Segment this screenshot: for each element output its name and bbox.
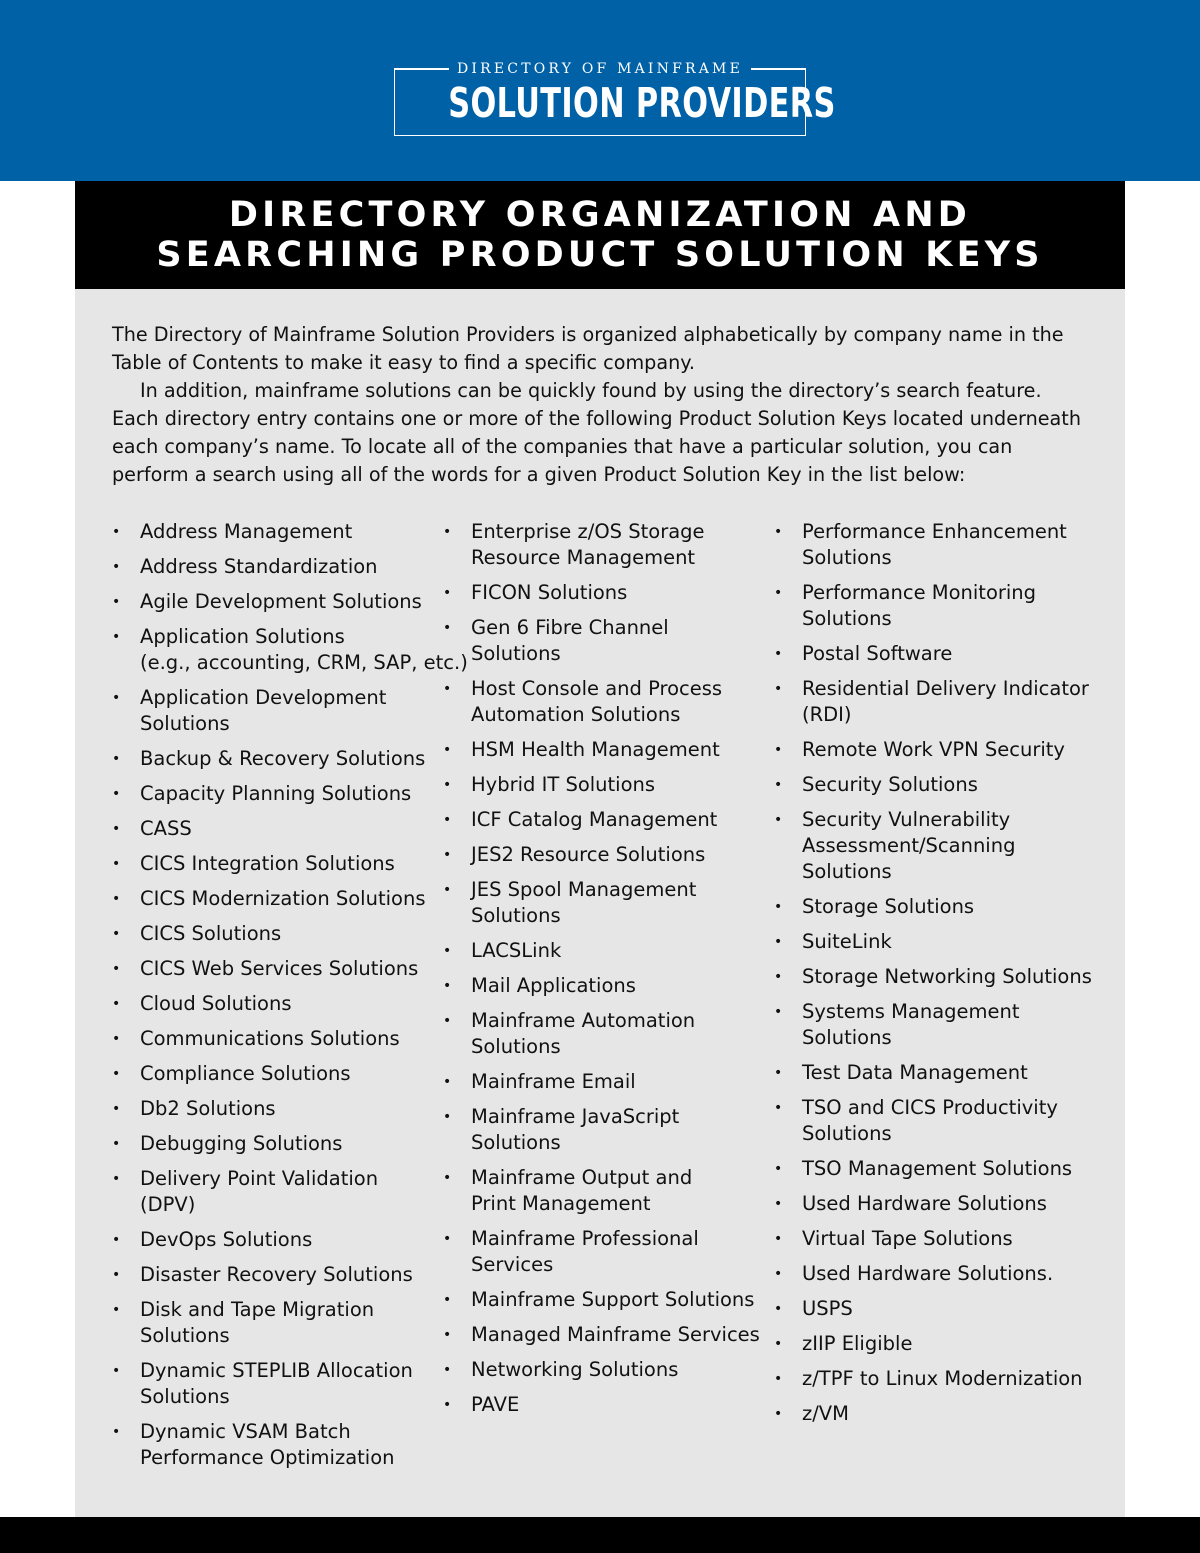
solution-key-item	[112, 886, 442, 912]
solution-key-text: Solutions	[140, 712, 230, 735]
solution-key-text: Mainframe Support Solutions	[471, 1288, 755, 1311]
bullet-marker: •	[774, 1406, 783, 1422]
bullet-marker: •	[112, 559, 121, 575]
solution-key-text: Mainframe Professional	[471, 1227, 699, 1250]
bullet-marker: •	[443, 978, 452, 994]
solution-keys-column-2	[443, 519, 773, 1427]
solution-key-item	[443, 1165, 773, 1217]
solution-key-item	[774, 1366, 1104, 1392]
logo-title: SOLUTION PROVIDERS	[448, 79, 836, 127]
bullet-marker: •	[112, 961, 121, 977]
bullet-marker: •	[112, 594, 121, 610]
logo-rule-right	[751, 68, 806, 70]
bullet-marker: •	[774, 1004, 783, 1020]
solution-key-item	[443, 1287, 773, 1313]
solution-key-item	[774, 999, 1104, 1051]
logo-subtitle: DIRECTORY OF MAINFRAME	[456, 61, 744, 77]
solution-key-text: z/TPF to Linux Modernization	[802, 1367, 1083, 1390]
solution-key-text: FICON Solutions	[471, 581, 628, 604]
content-panel	[75, 181, 1125, 1517]
solution-key-item	[112, 851, 442, 877]
bullet-marker: •	[112, 690, 121, 706]
solution-key-item	[112, 554, 442, 580]
bullet-marker: •	[112, 629, 121, 645]
solution-key-item	[112, 589, 442, 615]
solution-key-text: Debugging Solutions	[140, 1132, 343, 1155]
page-title-line-2: SEARCHING PRODUCT SOLUTION KEYS	[156, 235, 1044, 275]
solution-key-item	[112, 1419, 442, 1471]
logo-rule-left	[394, 68, 449, 70]
bullet-marker: •	[112, 1136, 121, 1152]
solution-key-text: Host Console and Process	[471, 677, 723, 700]
solution-key-item	[443, 842, 773, 868]
solution-key-item	[774, 676, 1104, 728]
bullet-marker: •	[112, 1232, 121, 1248]
solution-key-text: Remote Work VPN Security	[802, 738, 1065, 761]
solution-key-item	[774, 807, 1104, 885]
bullet-marker: •	[112, 926, 121, 942]
solution-key-text: Security Solutions	[802, 773, 978, 796]
solution-key-text: Print Management	[471, 1192, 651, 1215]
solution-key-text: Solutions	[802, 1026, 892, 1049]
solution-key-text: Storage Networking Solutions	[802, 965, 1092, 988]
solution-key-item	[774, 1156, 1104, 1182]
solution-key-text: Automation Solutions	[471, 703, 681, 726]
solution-key-item	[443, 877, 773, 929]
solution-key-text: Security Vulnerability	[802, 808, 1011, 831]
bullet-marker: •	[774, 1371, 783, 1387]
solution-key-item	[443, 1392, 773, 1418]
bullet-marker: •	[112, 1302, 121, 1318]
solution-key-text: CICS Solutions	[140, 922, 282, 945]
bullet-marker: •	[774, 812, 783, 828]
bullet-marker: •	[774, 1065, 783, 1081]
solution-key-item	[774, 1401, 1104, 1427]
solution-key-text: PAVE	[471, 1393, 520, 1416]
bullet-marker: •	[443, 847, 452, 863]
bullet-marker: •	[443, 1231, 452, 1247]
footer-band	[0, 1517, 1200, 1553]
solution-key-text: Dynamic VSAM Batch	[140, 1420, 351, 1443]
solution-key-text: TSO Management Solutions	[802, 1157, 1073, 1180]
solution-key-item	[443, 1008, 773, 1060]
bullet-marker: •	[112, 1363, 121, 1379]
bullet-marker: •	[112, 856, 121, 872]
solution-key-text: Performance Monitoring	[802, 581, 1037, 604]
solution-key-text: Gen 6 Fibre Channel	[471, 616, 669, 639]
solution-key-item	[112, 1262, 442, 1288]
solution-key-text: Hybrid IT Solutions	[471, 773, 656, 796]
solution-key-text: Solutions	[471, 1035, 561, 1058]
solution-key-text: LACSLink	[471, 939, 562, 962]
solution-key-text: Solutions	[802, 607, 892, 630]
solution-key-text: Solutions	[471, 904, 561, 927]
solution-key-item	[774, 1226, 1104, 1252]
solution-key-text: Db2 Solutions	[140, 1097, 276, 1120]
solution-key-text: Compliance Solutions	[140, 1062, 351, 1085]
bullet-marker: •	[443, 1013, 452, 1029]
bullet-marker: •	[112, 996, 121, 1012]
solution-key-text: Agile Development Solutions	[140, 590, 422, 613]
solution-key-item	[774, 772, 1104, 798]
solution-key-item	[774, 641, 1104, 667]
solution-key-text: Performance Enhancement	[802, 520, 1067, 543]
solution-key-text: Delivery Point Validation	[140, 1167, 379, 1190]
solution-keys-column-3	[774, 519, 1104, 1436]
bullet-marker: •	[774, 777, 783, 793]
bullet-marker: •	[774, 969, 783, 985]
solution-key-text: Used Hardware Solutions.	[802, 1262, 1054, 1285]
solution-key-item	[112, 1131, 442, 1157]
solution-key-text: Residential Delivery Indicator	[802, 677, 1089, 700]
solution-key-item	[443, 580, 773, 606]
solution-key-text: zIIP Eligible	[802, 1332, 913, 1355]
solution-key-item	[774, 1191, 1104, 1217]
bullet-marker: •	[112, 1267, 121, 1283]
solution-key-item	[112, 1297, 442, 1349]
bullet-marker: •	[443, 882, 452, 898]
solution-key-text: SuiteLink	[802, 930, 892, 953]
solution-key-item	[443, 615, 773, 667]
solution-key-text: Storage Solutions	[802, 895, 975, 918]
solution-keys-column-1	[112, 519, 468, 1480]
solution-key-text: Services	[471, 1253, 554, 1276]
solution-key-text: Communications Solutions	[140, 1027, 400, 1050]
bullet-marker: •	[443, 742, 452, 758]
solution-key-text: Mainframe Email	[471, 1070, 636, 1093]
bullet-marker: •	[443, 1362, 452, 1378]
solution-key-item	[112, 781, 442, 807]
bullet-marker: •	[443, 777, 452, 793]
intro-text	[112, 321, 1092, 489]
solution-key-text: Postal Software	[802, 642, 953, 665]
solution-key-text: Enterprise z/OS Storage	[471, 520, 705, 543]
bullet-marker: •	[112, 1101, 121, 1117]
solution-key-item	[774, 964, 1104, 990]
bullet-marker: •	[112, 751, 121, 767]
bullet-marker: •	[774, 934, 783, 950]
bullet-marker: •	[112, 786, 121, 802]
solution-key-item	[112, 1358, 442, 1410]
solution-key-item	[774, 580, 1104, 632]
solution-key-item	[443, 676, 773, 728]
logo-top-rule	[394, 61, 806, 77]
solution-key-text: Address Standardization	[140, 555, 378, 578]
bullet-marker: •	[112, 821, 121, 837]
bullet-marker: •	[112, 1031, 121, 1047]
solution-key-item	[774, 519, 1104, 571]
page-title-bar	[75, 181, 1125, 289]
bullet-marker: •	[443, 1170, 452, 1186]
solution-key-text: Test Data Management	[802, 1061, 1028, 1084]
bullet-marker: •	[112, 1424, 121, 1440]
solution-key-text: (e.g., accounting, CRM, SAP, etc.)	[140, 651, 468, 674]
solution-key-text: Assessment/Scanning	[802, 834, 1016, 857]
solution-key-text: Solutions	[140, 1385, 230, 1408]
solution-key-text: JES Spool Management	[471, 878, 697, 901]
solution-key-item	[112, 1227, 442, 1253]
bullet-marker: •	[443, 812, 452, 828]
solution-key-text: Disaster Recovery Solutions	[140, 1263, 413, 1286]
solution-key-text: Cloud Solutions	[140, 992, 292, 1015]
directory-logo	[394, 61, 836, 136]
solution-key-item	[774, 1060, 1104, 1086]
solution-key-text: TSO and CICS Productivity	[802, 1096, 1058, 1119]
bullet-marker: •	[443, 524, 452, 540]
bullet-marker: •	[774, 1196, 783, 1212]
solution-key-text: (DPV)	[140, 1193, 196, 1216]
solution-key-item	[443, 973, 773, 999]
solution-key-item	[443, 737, 773, 763]
bullet-marker: •	[774, 1231, 783, 1247]
solution-key-item	[112, 921, 442, 947]
solution-key-text: Capacity Planning Solutions	[140, 782, 412, 805]
solution-key-text: Solutions	[802, 546, 892, 569]
solution-key-item	[443, 772, 773, 798]
solution-key-item	[774, 894, 1104, 920]
solution-key-text: Mainframe Output and	[471, 1166, 693, 1189]
solution-key-text: Mainframe Automation	[471, 1009, 696, 1032]
bullet-marker: •	[443, 1292, 452, 1308]
solution-key-item	[443, 807, 773, 833]
solution-key-item	[112, 1026, 442, 1052]
header-band	[0, 0, 1200, 181]
bullet-marker: •	[774, 1161, 783, 1177]
solution-key-item	[443, 1069, 773, 1095]
bullet-marker: •	[443, 1397, 452, 1413]
solution-key-text: CICS Integration Solutions	[140, 852, 395, 875]
solution-key-text: CASS	[140, 817, 192, 840]
solution-key-text: (RDI)	[802, 703, 852, 726]
solution-key-item	[443, 1226, 773, 1278]
solution-key-text: Solutions	[140, 1324, 230, 1347]
solution-key-text: DevOps Solutions	[140, 1228, 313, 1251]
solution-key-item	[774, 929, 1104, 955]
solution-key-text: Backup & Recovery Solutions	[140, 747, 426, 770]
bullet-marker: •	[443, 1327, 452, 1343]
solution-key-text: Resource Management	[471, 546, 696, 569]
solution-key-text: Networking Solutions	[471, 1358, 679, 1381]
solution-key-text: Virtual Tape Solutions	[802, 1227, 1013, 1250]
solution-key-item	[112, 1096, 442, 1122]
solution-key-item	[443, 1357, 773, 1383]
bullet-marker: •	[774, 646, 783, 662]
solution-key-item	[112, 685, 442, 737]
bullet-marker: •	[112, 524, 121, 540]
solution-key-text: JES2 Resource Solutions	[471, 843, 706, 866]
solution-key-text: ICF Catalog Management	[471, 808, 718, 831]
bullet-marker: •	[443, 943, 452, 959]
solution-key-item	[112, 519, 442, 545]
solution-key-text: CICS Web Services Solutions	[140, 957, 419, 980]
solution-key-text: Application Development	[140, 686, 387, 709]
bullet-marker: •	[774, 742, 783, 758]
bullet-marker: •	[774, 899, 783, 915]
solution-key-item	[774, 1095, 1104, 1147]
solution-key-text: Solutions	[471, 1131, 561, 1154]
bullet-marker: •	[112, 1066, 121, 1082]
bullet-marker: •	[774, 1336, 783, 1352]
solution-key-text: Systems Management	[802, 1000, 1020, 1023]
solution-key-text: Performance Optimization	[140, 1446, 395, 1469]
bullet-marker: •	[112, 1171, 121, 1187]
bullet-marker: •	[443, 585, 452, 601]
bullet-marker: •	[774, 1266, 783, 1282]
bullet-marker: •	[112, 891, 121, 907]
solution-key-text: z/VM	[802, 1402, 849, 1425]
solution-key-text: Used Hardware Solutions	[802, 1192, 1047, 1215]
bullet-marker: •	[774, 681, 783, 697]
solution-key-text: Application Solutions	[140, 625, 345, 648]
bullet-marker: •	[443, 1074, 452, 1090]
solution-key-item	[774, 1296, 1104, 1322]
solution-key-text: USPS	[802, 1297, 853, 1320]
solution-key-item	[112, 746, 442, 772]
solution-key-item	[112, 1166, 442, 1218]
intro-paragraph-2: In addition, mainframe solutions can be quickly found by using the directory’s search feature. Each directory entry contains one or more of the following Product Solution Keys located underneath each company’s name. To locate all of the companies that have a particular solution, you can perform a search using all of the words for a given Product Solution Key in the list below:	[112, 379, 1081, 486]
page-title-line-1: DIRECTORY ORGANIZATION AND	[228, 195, 972, 235]
solution-key-text: Disk and Tape Migration	[140, 1298, 375, 1321]
solution-key-item	[443, 938, 773, 964]
bullet-marker: •	[774, 585, 783, 601]
solution-key-text: Solutions	[802, 1122, 892, 1145]
solution-key-item	[112, 1061, 442, 1087]
solution-key-text: Address Management	[140, 520, 353, 543]
solution-key-item	[112, 816, 442, 842]
solution-key-text: HSM Health Management	[471, 738, 720, 761]
solution-key-text: Dynamic STEPLIB Allocation	[140, 1359, 413, 1382]
solution-key-item	[774, 1331, 1104, 1357]
solution-key-item	[112, 956, 442, 982]
solution-key-text: Solutions	[471, 642, 561, 665]
solution-key-text: CICS Modernization Solutions	[140, 887, 426, 910]
solution-key-item	[112, 624, 468, 676]
bullet-marker: •	[774, 1100, 783, 1116]
bullet-marker: •	[774, 1301, 783, 1317]
solution-key-text: Managed Mainframe Services	[471, 1323, 760, 1346]
solution-key-item	[774, 737, 1104, 763]
solution-key-item	[112, 991, 442, 1017]
solution-key-text: Mainframe JavaScript	[471, 1105, 680, 1128]
solution-key-text: Solutions	[802, 860, 892, 883]
solution-key-item	[443, 519, 773, 571]
solution-key-item	[774, 1261, 1104, 1287]
bullet-marker: •	[774, 524, 783, 540]
solution-key-text: Mail Applications	[471, 974, 636, 997]
solution-key-item	[443, 1322, 773, 1348]
solution-key-item	[443, 1104, 773, 1156]
bullet-marker: •	[443, 681, 452, 697]
intro-paragraph-1: The Directory of Mainframe Solution Providers is organized alphabetically by company name in the Table of Contents to make it easy to find a specific company.	[112, 323, 1064, 374]
bullet-marker: •	[443, 620, 452, 636]
bullet-marker: •	[443, 1109, 452, 1125]
